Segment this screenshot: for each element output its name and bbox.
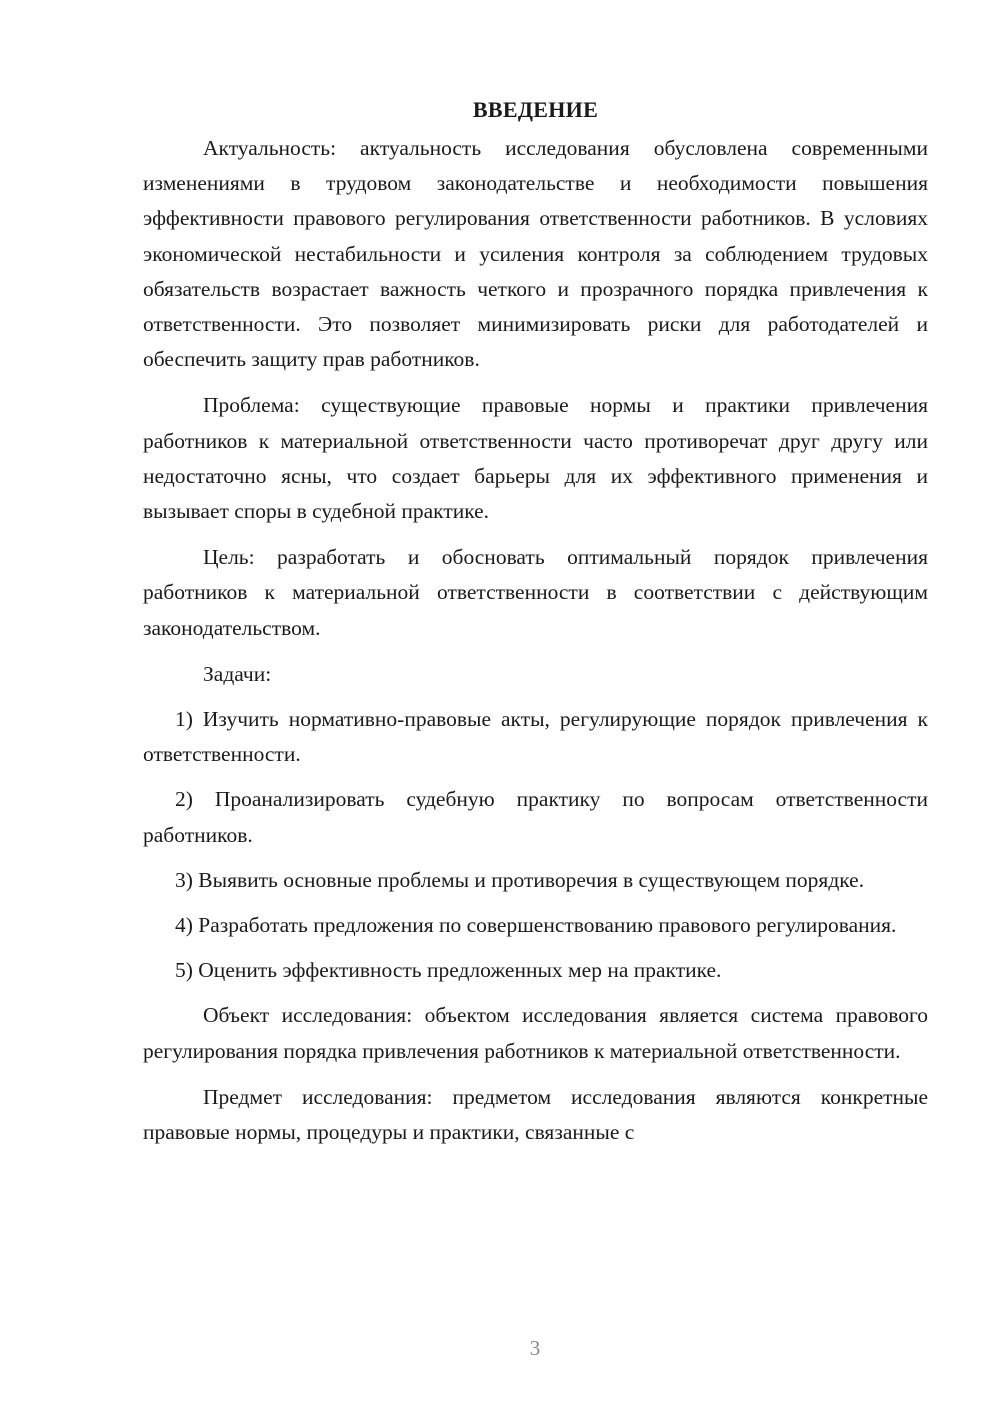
subject-paragraph: Предмет исследования: предметом исследования являются конкретные правовые нормы, процедуры и практики, связанные с bbox=[143, 1084, 928, 1145]
relevance-paragraph: Актуальность: актуальность исследования обусловлена современными изменениями в трудовом законодательстве и необходимости повышения эффективности правового регулирования ответственности работников. В условиях экономической нестабильности и усиления контроля за соблюдением трудовых обязательств возрастает важность четкого и прозрачного порядка привлечения к ответственности. Это позволяет минимизировать риски для работодателей и обеспечить защиту прав работников. bbox=[143, 136, 928, 372]
document-page bbox=[143, 92, 928, 1161]
task-item: 1) Изучить нормативно-правовые акты, регулирующие порядок привлечения к ответственности. bbox=[143, 707, 928, 767]
task-item: 4) Разработать предложения по совершенствованию правового регулирования. bbox=[175, 913, 897, 938]
task-item: 2) Проанализировать судебную практику по вопросам ответственности работников. bbox=[143, 787, 928, 847]
problem-paragraph: Проблема: существующие правовые нормы и практики привлечения работников к материальной ответственности часто противоречат друг другу или недостаточно ясны, что создает барьеры для их эффективного применения и вызывает споры в судебной практике. bbox=[143, 393, 928, 524]
task-item: 3) Выявить основные проблемы и противоречия в существующем порядке. bbox=[175, 867, 865, 892]
goal-paragraph: Цель: разработать и обосновать оптимальный порядок привлечения работников к материальной ответственности в соответствии с действующим законодательством. bbox=[143, 545, 928, 640]
tasks-label: Задачи: bbox=[203, 661, 272, 686]
object-paragraph: Объект исследования: объектом исследования является система правового регулирования порядка привлечения работников к материальной ответственности. bbox=[143, 1003, 928, 1063]
section-title: ВВЕДЕНИЕ bbox=[472, 97, 599, 122]
page-number: 3 bbox=[529, 1336, 541, 1360]
task-item: 5) Оценить эффективность предложенных мер на практике. bbox=[175, 958, 722, 983]
